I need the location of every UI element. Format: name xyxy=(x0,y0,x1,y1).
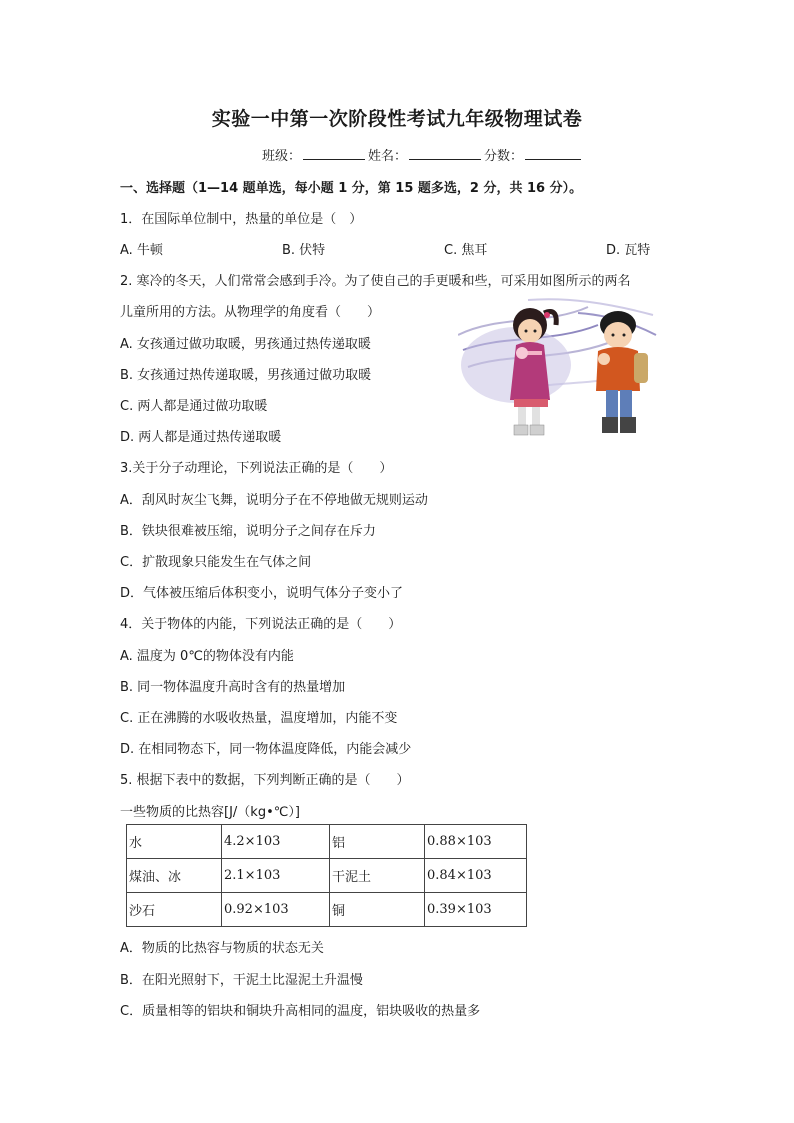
q1-stem: 1．在国际单位制中，热量的单位是（ ） xyxy=(120,212,363,227)
table-cell: 2.1×103 xyxy=(222,859,330,893)
boy-figure xyxy=(596,311,648,433)
q2-option-d[interactable]: D. 两人都是通过热传递取暖 xyxy=(120,430,282,445)
q5-stem: 5. 根据下表中的数据，下列判断正确的是（ ） xyxy=(120,773,410,788)
name-label: 姓名： xyxy=(368,149,408,164)
q1-option-b[interactable]: B. 伏特 xyxy=(282,243,326,258)
table-cell: 4.2×103 xyxy=(222,825,330,859)
q2-stem-line2: 儿童所用的方法。从物理学的角度看（ ） xyxy=(120,305,381,320)
table-cell: 水 xyxy=(127,825,222,859)
q1-option-d[interactable]: D. 瓦特 xyxy=(606,243,651,258)
table-row xyxy=(127,825,527,859)
section-heading: 一、选择题（1—14 题单选，每小题 1 分，第 15 题多选，2 分，共 16 分）。 xyxy=(120,181,583,196)
q1-option-a[interactable]: A. 牛顿 xyxy=(120,243,163,258)
table-cell: 铝 xyxy=(330,825,425,859)
q4-option-a[interactable]: A. 温度为 0℃的物体没有内能 xyxy=(120,649,294,664)
class-blank[interactable] xyxy=(303,147,365,160)
q3-option-a[interactable]: A．刮风时灰尘飞舞，说明分子在不停地做无规则运动 xyxy=(120,493,428,508)
q5-option-b[interactable]: B．在阳光照射下，干泥土比湿泥土升温慢 xyxy=(120,973,363,988)
q3-option-d[interactable]: D．气体被压缩后体积变小，说明气体分子变小了 xyxy=(120,586,404,601)
class-label: 班级： xyxy=(262,149,302,164)
score-label: 分数： xyxy=(484,149,524,164)
q3-option-c[interactable]: C．扩散现象只能发生在气体之间 xyxy=(120,555,312,570)
q4-option-c[interactable]: C. 正在沸腾的水吸收热量，温度增加，内能不变 xyxy=(120,711,398,726)
children-warming-hands-illustration xyxy=(458,295,658,450)
table-row xyxy=(127,859,527,893)
score-blank[interactable] xyxy=(525,147,581,160)
specific-heat-table xyxy=(126,824,527,927)
table-cell: 0.88×103 xyxy=(425,825,527,859)
name-blank[interactable] xyxy=(409,147,481,160)
q4-stem: 4．关于物体的内能，下列说法正确的是（ ） xyxy=(120,617,402,632)
q1-option-c[interactable]: C. 焦耳 xyxy=(444,243,488,258)
table-cell: 沙石 xyxy=(127,893,222,927)
q5-option-c[interactable]: C．质量相等的铝块和铜块升高相同的温度，铝块吸收的热量多 xyxy=(120,1004,481,1019)
table-cell: 干泥土 xyxy=(330,859,425,893)
q3-stem: 3.关于分子动理论，下列说法正确的是（ ） xyxy=(120,461,393,476)
q2-option-b[interactable]: B. 女孩通过热传递取暖，男孩通过做功取暖 xyxy=(120,368,372,383)
page-title: 实验一中第一次阶段性考试九年级物理试卷 xyxy=(211,108,583,130)
table-row xyxy=(127,893,527,927)
q4-option-b[interactable]: B. 同一物体温度升高时含有的热量增加 xyxy=(120,680,346,695)
q2-option-c[interactable]: C. 两人都是通过做功取暖 xyxy=(120,399,268,414)
q2-option-a[interactable]: A. 女孩通过做功取暖，男孩通过热传递取暖 xyxy=(120,337,371,352)
table-cell: 0.39×103 xyxy=(425,893,527,927)
table-cell: 煤油、冰 xyxy=(127,859,222,893)
q2-stem-line1: 2. 寒冷的冬天，人们常常会感到手冷。为了使自己的手更暖和些，可采用如图所示的两名 xyxy=(120,274,631,289)
table-cell: 铜 xyxy=(330,893,425,927)
q4-option-d[interactable]: D. 在相同物态下，同一物体温度降低，内能会减少 xyxy=(120,742,412,757)
table-cell: 0.92×103 xyxy=(222,893,330,927)
q3-option-b[interactable]: B．铁块很难被压缩，说明分子之间存在斥力 xyxy=(120,524,376,539)
table-cell: 0.84×103 xyxy=(425,859,527,893)
student-info-line xyxy=(262,145,584,164)
q5-table-caption: 一些物质的比热容[J/（kg•℃）] xyxy=(120,805,300,820)
q5-option-a[interactable]: A．物质的比热容与物质的状态无关 xyxy=(120,941,324,956)
